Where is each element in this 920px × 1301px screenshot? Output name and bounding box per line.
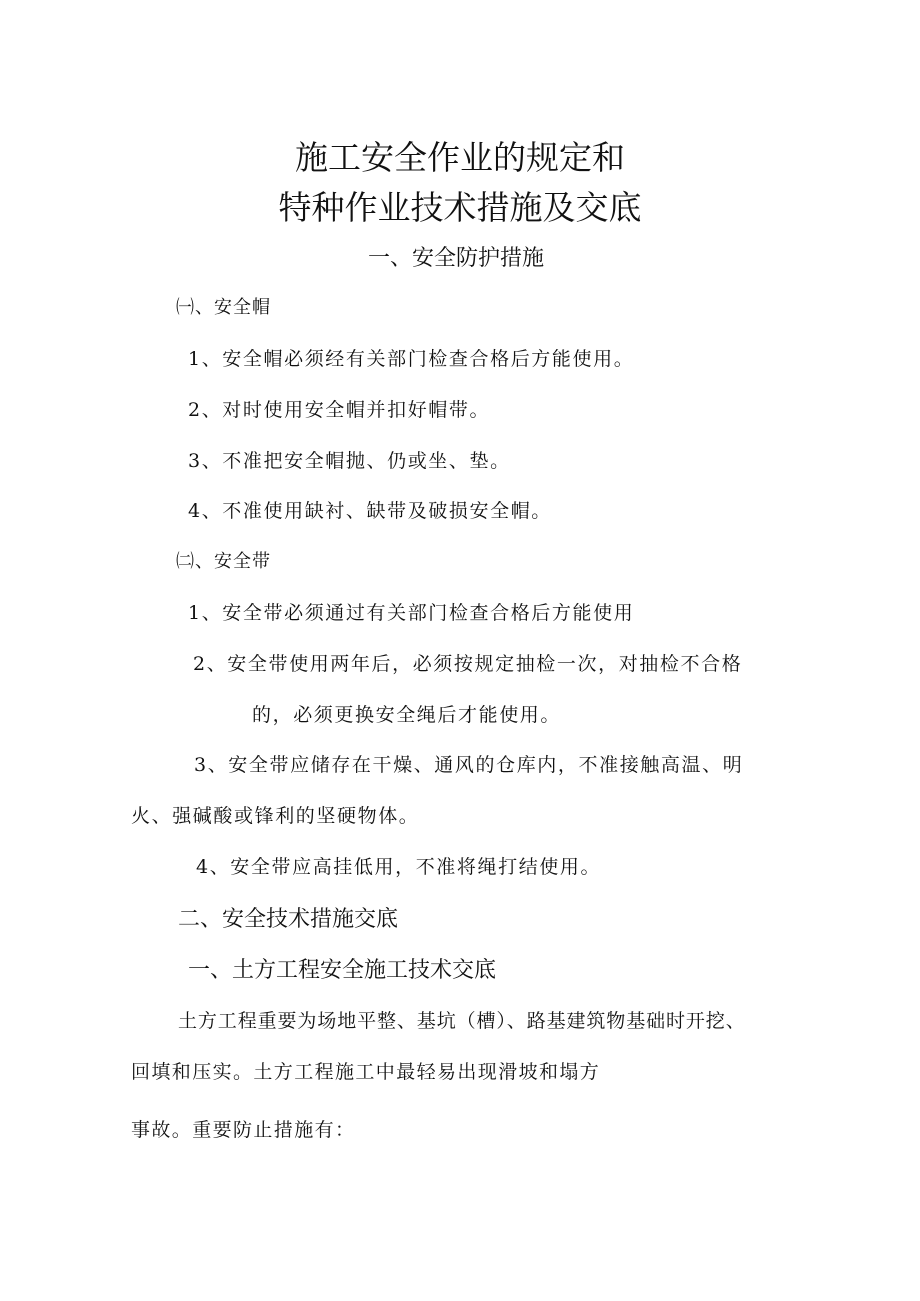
earthwork-paragraph-line-3: 事故。重要防止措施有： — [131, 1119, 356, 1141]
document-title-line-2: 特种作业技术措施及交底 — [278, 188, 642, 227]
section-2-heading: 二、安全技术措施交底 — [178, 907, 399, 932]
belt-rule-2: 2、安全带使用两年后，必须按规定抽检一次，对抽检不合格 — [193, 653, 743, 675]
earthwork-paragraph-line-1: 土方工程重要为场地平整、基坑（槽）、路基建筑物基础时开挖、 — [178, 1010, 746, 1032]
earthwork-paragraph-line-2: 回填和压实。土方工程施工中最轻易出现滑坡和塌方 — [131, 1061, 601, 1083]
helmet-rule-4: 4、不准使用缺衬、缺带及破损安全帽。 — [188, 500, 552, 522]
subsection-belt-heading: ㈡、安全带 — [176, 551, 271, 572]
section-1-heading: 一、安全防护措施 — [368, 246, 545, 271]
subsection-helmet-heading: ㈠、安全帽 — [176, 297, 271, 318]
belt-rule-1: 1、安全带必须通过有关部门检查合格后方能使用 — [188, 602, 635, 624]
section-2-sub-heading: 一、土方工程安全施工技术交底 — [188, 958, 497, 983]
helmet-rule-3: 3、不准把安全帽抛、仍或坐、垫。 — [188, 450, 511, 472]
helmet-rule-1: 1、安全帽必须经有关部门检查合格后方能使用。 — [188, 348, 635, 370]
document-title-line-1: 施工安全作业的规定和 — [295, 138, 625, 177]
belt-rule-2-continuation: 的，必须更换安全绳后才能使用。 — [252, 704, 562, 726]
belt-rule-3-continuation: 火、强碱酸或锋利的坚硬物体。 — [131, 805, 420, 827]
helmet-rule-2: 2、对时使用安全帽并扣好帽带。 — [188, 399, 491, 421]
belt-rule-4: 4、安全带应高挂低用，不准将绳打结使用。 — [196, 856, 602, 878]
belt-rule-3: 3、安全带应储存在干燥、通风的仓库内，不准接触高温、明 — [194, 754, 744, 776]
